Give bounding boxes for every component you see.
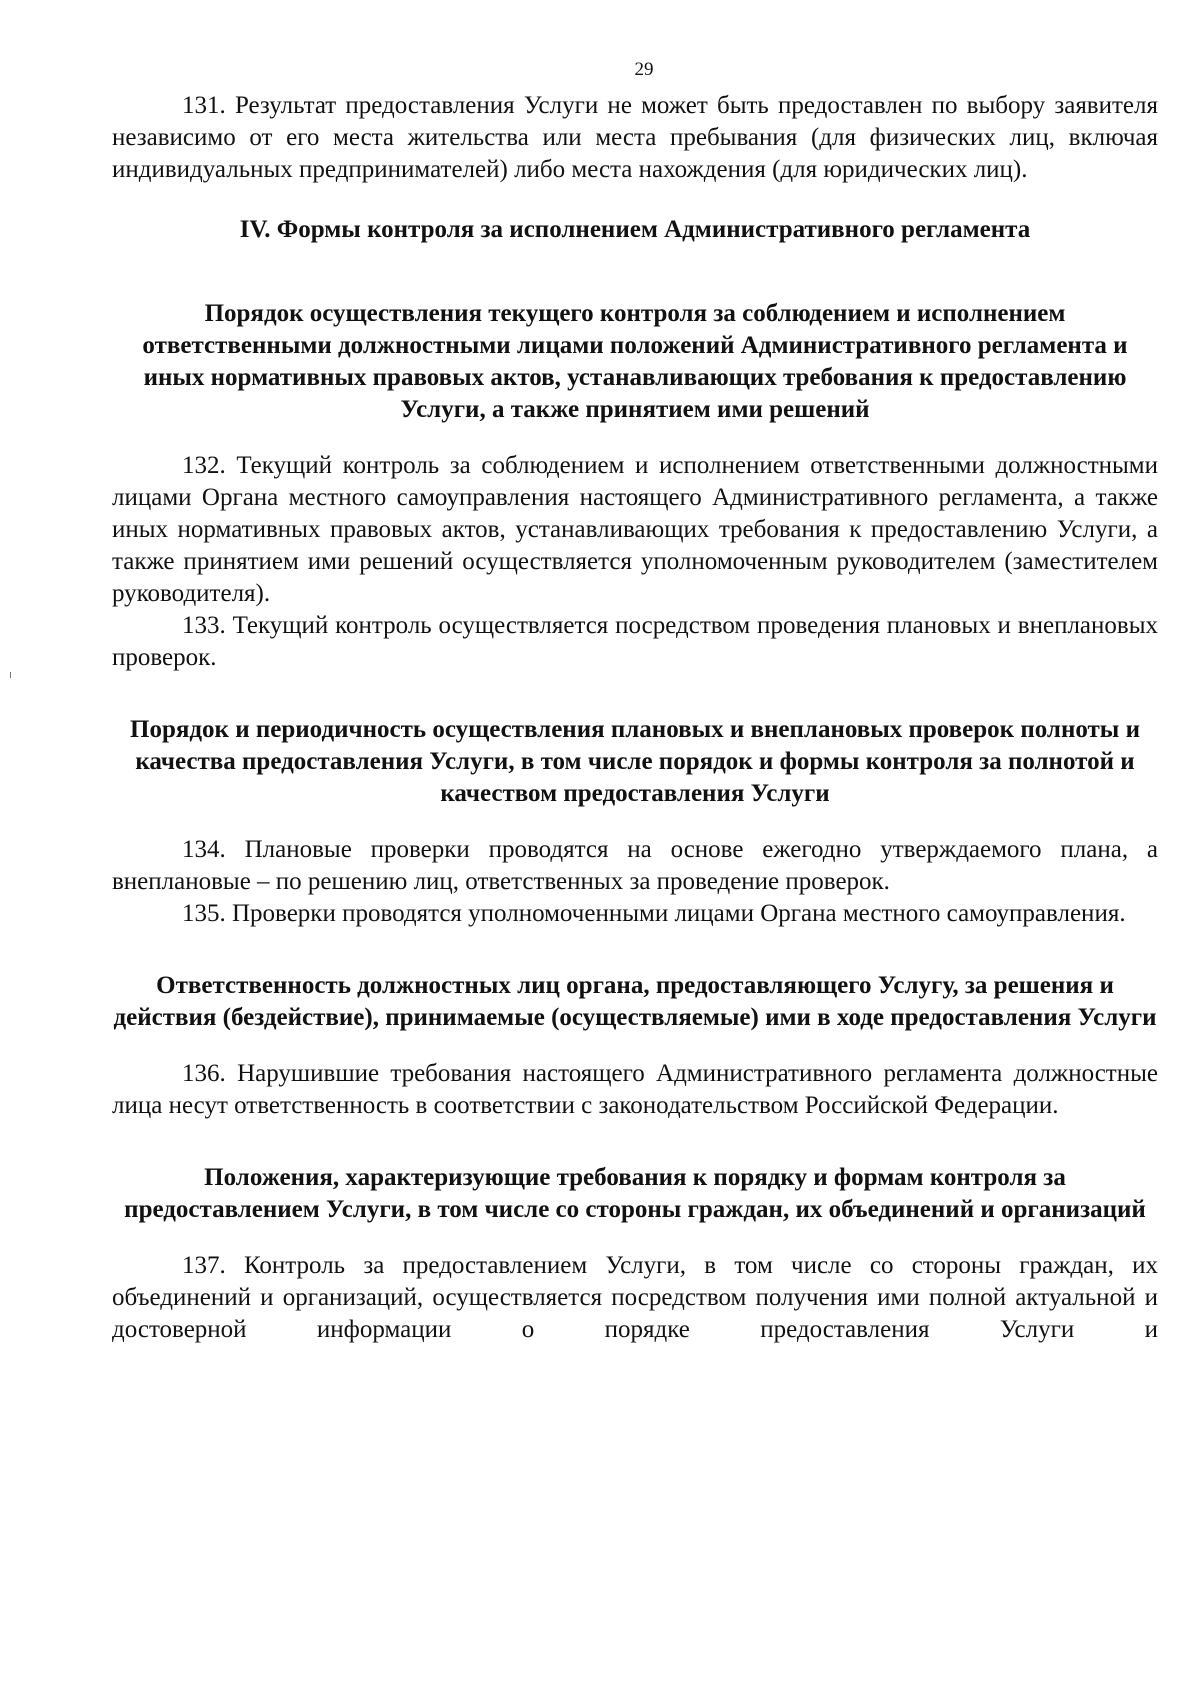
subsection-title-responsibility: Ответственность должностных лиц органа, предоставляющего Услугу, за решения и действия (бездействие), принимаемые (осуществляемые) ими в ходе предоставления Услуги bbox=[113, 972, 1157, 1031]
paragraph-137: 137. Контроль за предоставлением Услуги, в том числе со стороны граждан, их объединений и организаций, осуществляется посредством получения ими полной актуальной и достоверной информации о порядке предоставления Услуги и bbox=[112, 1252, 1158, 1343]
paragraph-135: 135. Проверки проводятся уполномоченными лицами Органа местного самоуправления. bbox=[182, 900, 1126, 927]
section-title-iv: IV. Формы контроля за исполнением Административного регламента bbox=[239, 216, 1031, 243]
paragraph-133: 133. Текущий контроль осуществляется посредством проведения плановых и внеплановых проверок. bbox=[112, 612, 1158, 671]
scan-margin-mark bbox=[10, 672, 11, 678]
subsection-title-current-control: Порядок осуществления текущего контроля за соблюдением и исполнением ответственными должностными лицами положений Административного регламента и иных нормативных правовых актов, устанавливающих требования к предоставлению Услуги, а также принятием ими решений bbox=[142, 300, 1128, 423]
paragraph-132: 132. Текущий контроль за соблюдением и исполнением ответственными должностными лицами Органа местного самоуправления настоящего Административного регламента, а также иных нормативных правовых актов, устанавливающих требования к предоставлению Услуги, а также принятием ими решений осуществляется уполномоченным руководителем (заместителем руководителя). bbox=[112, 452, 1158, 607]
paragraph-136: 136. Нарушившие требования настоящего Административного регламента должностные лица несут ответственность в соответствии с законодательством Российской Федерации. bbox=[112, 1060, 1158, 1119]
paragraph-134: 134. Плановые проверки проводятся на основе ежегодно утверждаемого плана, а внеплановые – по решению лиц, ответственных за проведение проверок. bbox=[112, 836, 1158, 895]
subsection-title-control-provisions: Положения, характеризующие требования к порядку и формам контроля за предоставлением Услуги, в том числе со стороны граждан, их объединений и организаций bbox=[124, 1164, 1146, 1223]
page-number: 29 bbox=[634, 59, 654, 80]
subsection-title-inspections: Порядок и периодичность осуществления плановых и внеплановых проверок полноты и качества предоставления Услуги, в том числе порядок и формы контроля за полнотой и качеством предоставления Услуги bbox=[130, 716, 1140, 807]
document-page bbox=[112, 58, 1158, 1346]
paragraph-131: 131. Результат предоставления Услуги не может быть предоставлен по выбору заявителя независимо от его места жительства или места пребывания (для физических лиц, включая индивидуальных предпринимателей) либо места нахождения (для юридических лиц). bbox=[112, 92, 1158, 183]
